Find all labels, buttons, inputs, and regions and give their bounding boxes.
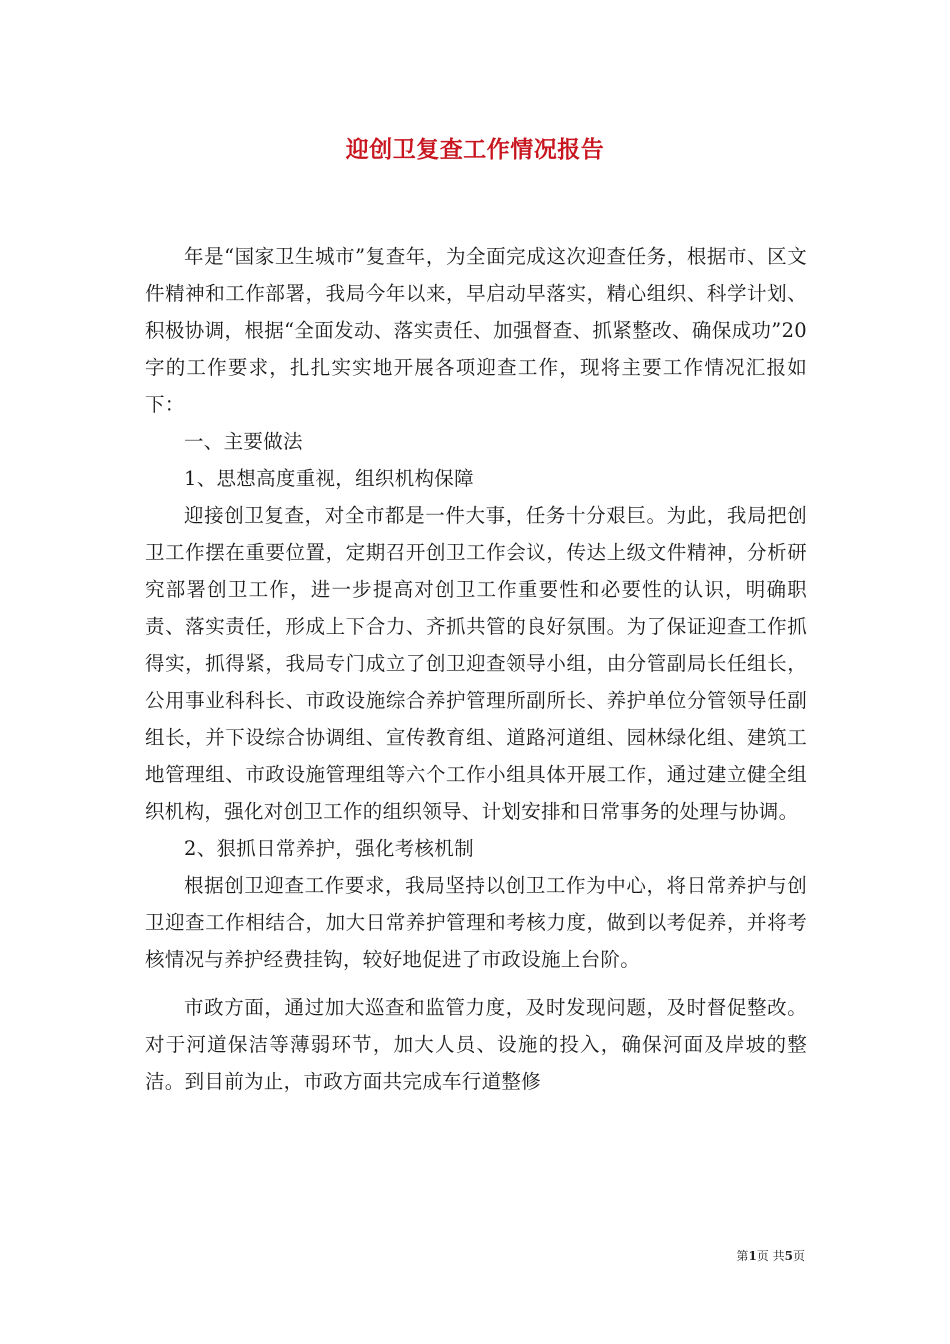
footer-suffix: 页	[792, 1249, 805, 1263]
current-page-number: 1	[748, 1249, 757, 1263]
paragraph-intro: 年是“国家卫生城市”复查年，为全面完成这次迎查任务，根据市、区文件精神和工作部署，我局今年以来，早启动早落实，精心组织、科学计划、积极协调，根据“全面发动、落实责任、加强督查、抓紧整改、确保成功”20字的工作要求，扎扎实实地开展各项迎查工作，现将主要工作情况汇报如下：	[145, 245, 807, 416]
section-heading: 一、主要做法	[184, 430, 303, 453]
subsection-heading: 1、思想高度重视，组织机构保障	[184, 467, 474, 490]
page-number-footer	[736, 1248, 805, 1264]
paragraph: 根据创卫迎查工作要求，我局坚持以创卫工作为中心，将日常养护与创卫迎查工作相结合，加大日常养护管理和考核力度，做到以考促养，并将考核情况与养护经费挂钩，较好地促进了市政设施上台阶。	[145, 874, 807, 971]
paragraph: 市政方面，通过加大巡查和监管力度，及时发现问题，及时督促整改。对于河道保洁等薄弱环节，加大人员、设施的投入，确保河面及岸坡的整洁。到目前为止，市政方面共完成车行道整修	[145, 996, 807, 1093]
subsection-heading: 2、狠抓日常养护，强化考核机制	[184, 837, 474, 860]
footer-middle: 页 共	[756, 1249, 785, 1263]
footer-prefix: 第	[736, 1249, 749, 1263]
document-body	[145, 238, 807, 1100]
paragraph: 迎接创卫复查，对全市都是一件大事，任务十分艰巨。为此，我局把创卫工作摆在重要位置，定期召开创卫工作会议，传达上级文件精神，分析研究部署创卫工作，进一步提高对创卫工作重要性和必要性的认识，明确职责、落实责任，形成上下合力、齐抓共管的良好氛围。为了保证迎查工作抓得实，抓得紧，我局专门成立了创卫迎查领导小组，由分管副局长任组长，公用事业科科长、市政设施综合养护管理所副所长、养护单位分管领导任副组长，并下设综合协调组、宣传教育组、道路河道组、园林绿化组、建筑工地管理组、市政设施管理组等六个工作小组具体开展工作，通过建立健全组织机构，强化对创卫工作的组织领导、计划安排和日常事务的处理与协调。	[145, 504, 807, 823]
document-title: 迎创卫复查工作情况报告	[345, 136, 605, 163]
total-page-count: 5	[784, 1249, 793, 1263]
